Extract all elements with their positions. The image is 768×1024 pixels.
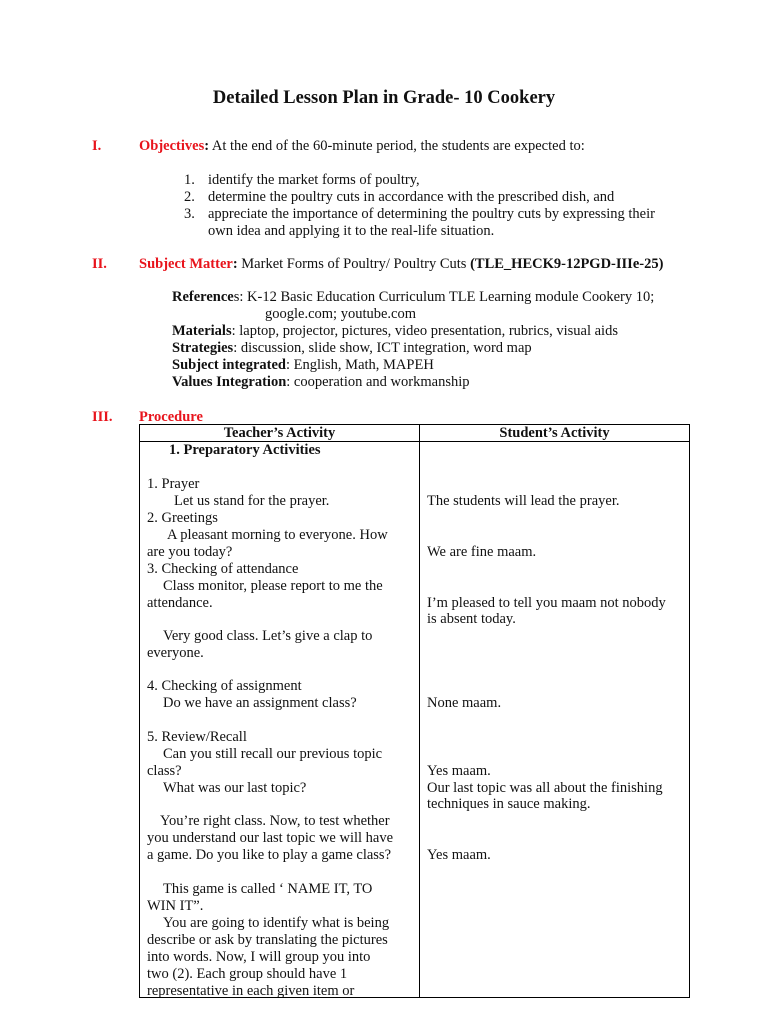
student-activity-cell <box>420 442 690 998</box>
list-item <box>184 172 704 189</box>
teacher-line: A pleasant morning to everyone. How <box>167 527 388 543</box>
table-header-row <box>140 425 690 442</box>
item-number: 2. <box>184 189 195 205</box>
teacher-line: You are going to identify what is being <box>163 915 390 931</box>
teacher-line: This game is called ‘ NAME IT, TO <box>163 881 373 897</box>
values-integration-line <box>172 374 712 391</box>
subject-matter-heading <box>139 256 663 273</box>
procedure-label: Procedure <box>139 409 203 425</box>
teacher-line: 3. Checking of attendance <box>147 561 299 577</box>
subject-integrated-text: : English, Math, MAPEH <box>285 357 434 373</box>
teacher-line: 5. Review/Recall <box>147 729 247 745</box>
teacher-line: Let us stand for the prayer. <box>174 493 330 509</box>
subject-matter-code: (TLE_HECK9-12PGD-IIIe-25) <box>470 256 664 272</box>
teacher-line: Very good class. Let’s give a clap to <box>163 628 373 644</box>
references-label: Reference <box>172 289 234 305</box>
teacher-line: 1. Prayer <box>147 476 200 492</box>
objectives-label: Objectives <box>139 138 205 154</box>
teacher-line: WIN IT”. <box>147 898 204 914</box>
student-line: techniques in sauce making. <box>427 796 591 812</box>
student-line: None maam. <box>427 695 502 711</box>
student-line: is absent today. <box>427 611 516 627</box>
item-text: appreciate the importance of determining the poultry cuts by expressing their own idea and applying it to the real-life situation. <box>208 206 655 239</box>
section-number-procedure: III. <box>92 409 113 425</box>
teacher-line: Do we have an assignment class? <box>163 695 357 711</box>
teacher-line: class? <box>147 763 182 779</box>
teacher-line: 4. Checking of assignment <box>147 678 302 694</box>
teacher-line: you understand our last topic we will have <box>147 830 394 846</box>
section-number-objectives: I. <box>92 138 102 154</box>
values-integration-label: Values Integration <box>172 374 287 390</box>
teacher-activity-header: Teacher’s Activity <box>140 425 420 442</box>
student-line: Yes maam. <box>427 763 491 779</box>
teacher-line: are you today? <box>147 544 233 560</box>
item-text: determine the poultry cuts in accordance with the prescribed dish, and <box>208 189 615 205</box>
teacher-line: a game. Do you like to play a game class? <box>147 847 392 863</box>
values-integration-text: : cooperation and workmanship <box>286 374 470 390</box>
strategies-text: : discussion, slide show, ICT integration, word map <box>233 340 532 356</box>
teacher-line: attendance. <box>147 595 213 611</box>
objectives-colon: : <box>204 138 210 154</box>
strategies-line <box>172 340 712 357</box>
procedure-table <box>139 424 690 998</box>
teacher-line: You’re right class. Now, to test whether <box>160 813 390 829</box>
student-line: We are fine maam. <box>427 544 537 560</box>
student-line: Our last topic was all about the finishing <box>427 780 663 796</box>
teacher-line: into words. Now, I will group you into <box>147 949 371 965</box>
student-line: Yes maam. <box>427 847 491 863</box>
teacher-activity-cell <box>140 442 420 998</box>
teacher-line: What was our last topic? <box>163 780 307 796</box>
teacher-line: describe or ask by translating the pictures <box>147 932 388 948</box>
strategies-label: Strategies <box>172 340 234 356</box>
page-title: Detailed Lesson Plan in Grade- 10 Cookery <box>212 88 556 108</box>
materials-label: Materials <box>172 323 232 339</box>
teacher-line: everyone. <box>147 645 204 661</box>
teacher-line: representative in each given item or <box>147 983 355 997</box>
subject-matter-colon: : <box>232 256 238 272</box>
materials-text: : laptop, projector, pictures, video presentation, rubrics, visual aids <box>231 323 618 339</box>
references-line <box>172 289 712 306</box>
objectives-intro: At the end of the 60-minute period, the students are expected to: <box>209 138 585 154</box>
student-activity-header: Student’s Activity <box>420 425 690 442</box>
teacher-line: 2. Greetings <box>147 510 218 526</box>
section-number-subject: II. <box>92 256 107 272</box>
objectives-heading <box>139 138 585 155</box>
student-line: The students will lead the prayer. <box>427 493 620 509</box>
references-text: s: K-12 Basic Education Curriculum TLE Learning module Cookery 10; <box>233 289 655 305</box>
list-item <box>184 189 704 206</box>
list-item <box>184 206 704 240</box>
subject-matter-label: Subject Matter <box>139 256 233 272</box>
teacher-line: Class monitor, please report to me the <box>163 578 383 594</box>
subject-integrated-line <box>172 357 712 374</box>
references-continued: google.com; youtube.com <box>265 306 417 322</box>
student-line: I’m pleased to tell you maam not nobody <box>427 595 666 611</box>
item-number: 3. <box>184 206 195 222</box>
objectives-list <box>184 172 704 240</box>
subject-matter-details <box>172 289 712 391</box>
subject-matter-text: Market Forms of Poultry/ Poultry Cuts <box>237 256 471 272</box>
materials-line <box>172 323 712 340</box>
teacher-line: 1. Preparatory Activities <box>169 442 321 458</box>
table-row <box>140 442 690 998</box>
teacher-line: two (2). Each group should have 1 <box>147 966 348 982</box>
item-text: identify the market forms of poultry, <box>208 172 420 188</box>
item-number: 1. <box>184 172 195 188</box>
teacher-line: Can you still recall our previous topic <box>163 746 383 762</box>
subject-integrated-label: Subject integrated <box>172 357 286 373</box>
